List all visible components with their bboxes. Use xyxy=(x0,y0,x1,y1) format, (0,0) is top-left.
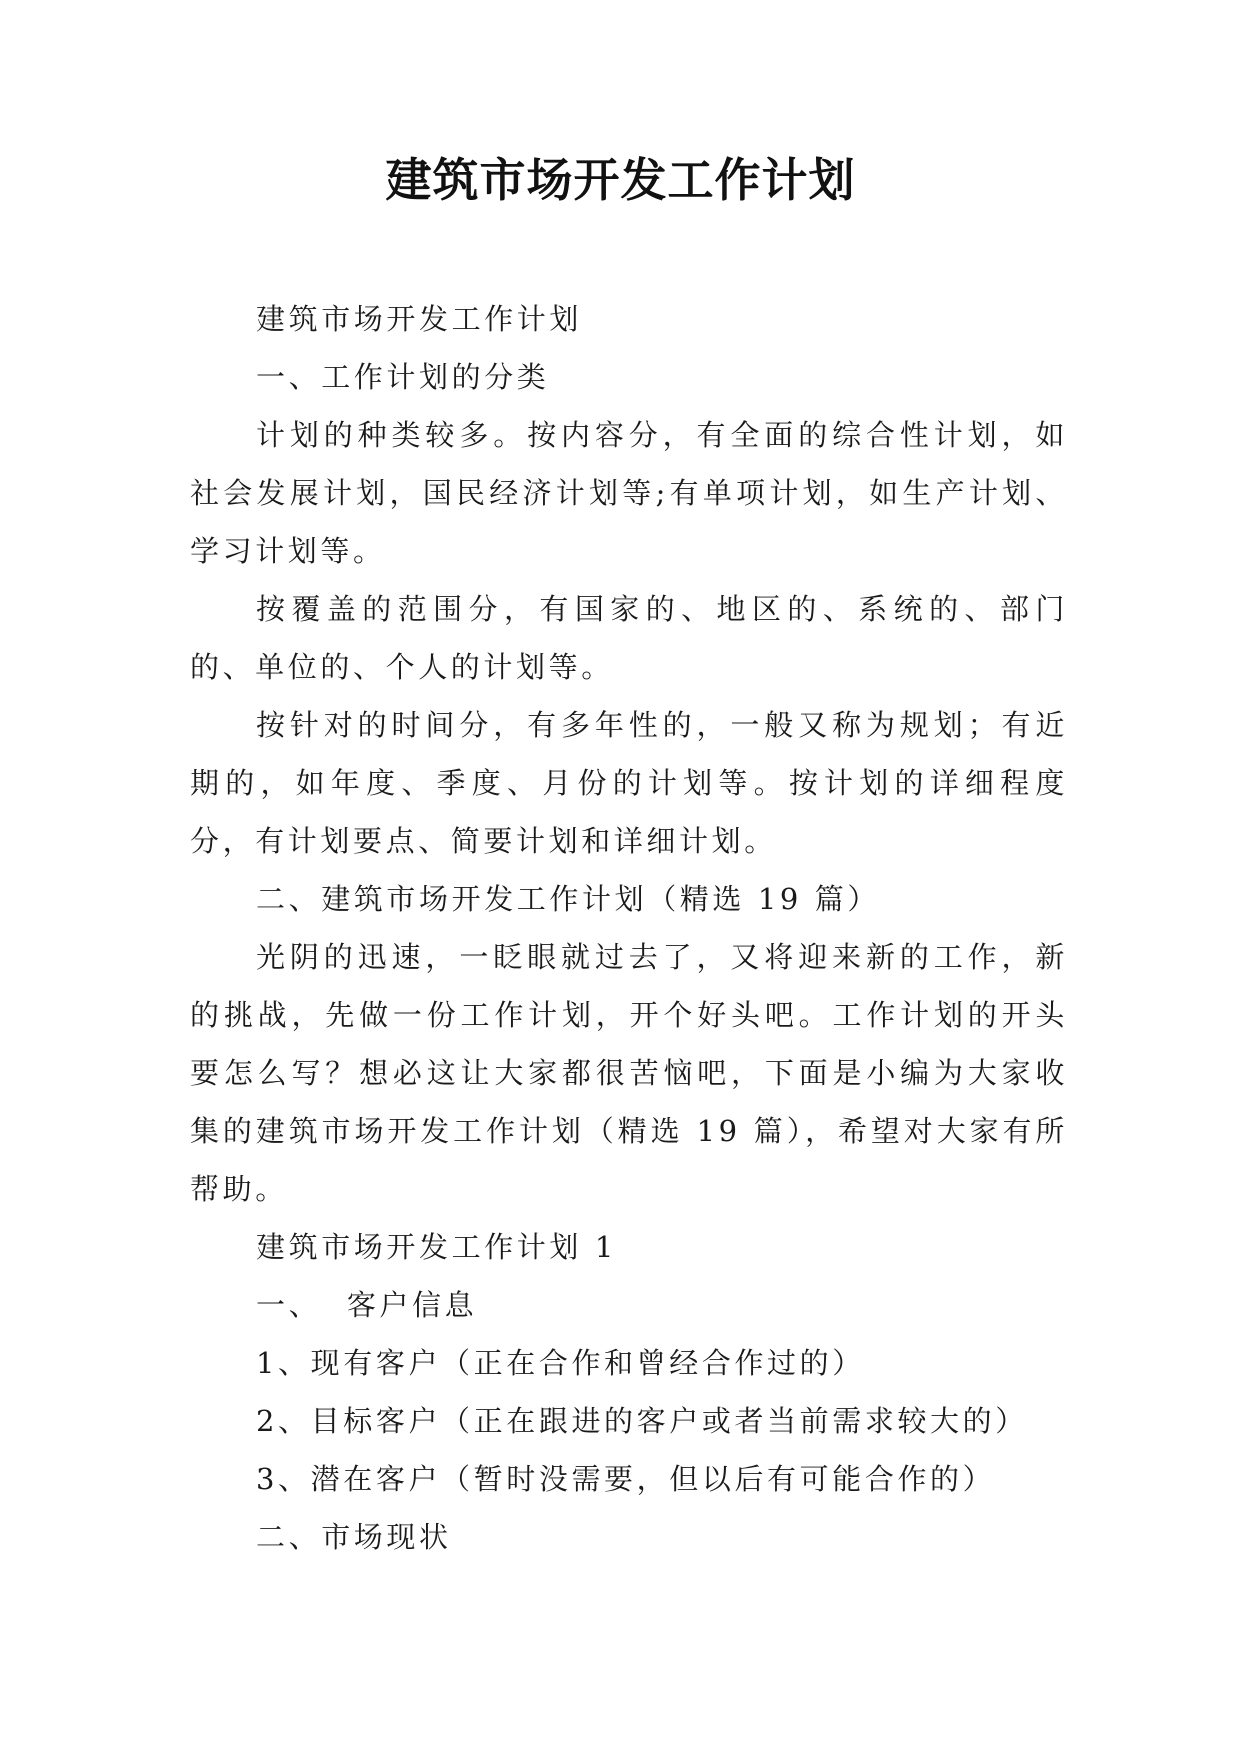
list-item-current-customers: 1、现有客户（正在合作和曾经合作过的） xyxy=(256,1346,865,1380)
section-heading-selected: 二、建筑市场开发工作计划（精选 19 篇） xyxy=(256,882,880,916)
paragraph-by-content: 计划的种类较多。按内容分，有全面的综合性计划，如社会发展计划，国民经济计划等;有单项计划，如生产计划、学习计划等。 xyxy=(190,418,1068,568)
list-heading-market-status: 二、市场现状 xyxy=(256,1520,452,1554)
sub-heading-plan-1: 建筑市场开发工作计划 1 xyxy=(256,1230,617,1264)
paragraph-by-scope: 按覆盖的范围分，有国家的、地区的、系统的、部门的、单位的、个人的计划等。 xyxy=(190,592,1068,684)
document-title: 建筑市场开发工作计划 xyxy=(385,153,856,207)
paragraph-intro: 光阴的迅速，一眨眼就过去了，又将迎来新的工作，新的挑战，先做一份工作计划，开个好头吧。工作计划的开头要怎么写？想必这让大家都很苦恼吧，下面是小编为大家收集的建筑市场开发工作计划（精选 19 篇），希望对大家有所帮助。 xyxy=(190,940,1068,1206)
section-heading-plan-types: 一、工作计划的分类 xyxy=(256,360,550,394)
list-item-potential-customers: 3、潜在客户（暂时没需要，但以后有可能合作的） xyxy=(256,1462,996,1496)
list-heading-customer-info: 一、 客户信息 xyxy=(256,1288,478,1322)
paragraph-by-time: 按针对的时间分，有多年性的，一般又称为规划；有近期的，如年度、季度、月份的计划等。按计划的详细程度分，有计划要点、简要计划和详细计划。 xyxy=(190,708,1068,858)
paragraph-heading: 建筑市场开发工作计划 xyxy=(256,302,583,336)
document-body xyxy=(190,290,1068,1566)
list-item-target-customers: 2、目标客户（正在跟进的客户或者当前需求较大的） xyxy=(256,1404,1028,1438)
